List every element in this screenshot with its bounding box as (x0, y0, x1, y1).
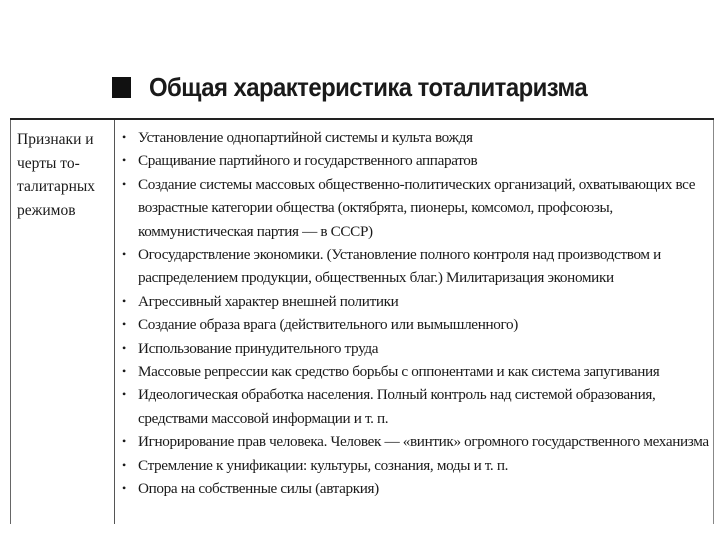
list-item (122, 383, 712, 430)
bullet-icon: • (122, 340, 126, 355)
table-left-border (10, 120, 11, 524)
bullet-icon: • (122, 176, 126, 191)
bullet-icon: • (122, 317, 126, 332)
list-item (122, 173, 712, 243)
list-item (122, 313, 712, 336)
list-item-text: Создание образа врага (действительного или вымышленного) (138, 316, 518, 334)
list-item (122, 430, 712, 453)
table-column-divider (114, 120, 115, 524)
list-item (122, 149, 712, 172)
page-title: Общая характеристика тоталитаризма (149, 72, 588, 102)
bullet-icon: • (122, 247, 126, 262)
list-item-text: Массовые репрессии как средство борьбы с оппонентами и как система запугивания (138, 363, 660, 381)
bullet-icon: • (122, 387, 126, 402)
bullet-icon: • (122, 293, 126, 308)
bullet-icon: • (122, 434, 126, 449)
features-list (122, 126, 712, 501)
list-item-text: Стремление к унификации: культуры, сознания, моды и т. п. (138, 456, 509, 474)
list-item-text: Сращивание партийного и государственного аппаратов (138, 152, 478, 170)
title-row (112, 72, 625, 103)
list-item (122, 243, 712, 290)
bullet-icon: • (122, 481, 126, 496)
bullet-icon: • (122, 364, 126, 379)
bullet-icon: • (122, 130, 126, 144)
list-item (122, 290, 712, 313)
characteristics-table (10, 118, 714, 524)
square-bullet-icon (112, 77, 131, 98)
list-item-text: Создание системы массовых общественно-политических организаций, охватывающих все возрастные категории общества (октябрята, пионеры, комсомол, профсоюзы, коммунистическая партия — в СССР) (138, 175, 696, 240)
list-item (122, 337, 712, 360)
list-item (122, 454, 712, 477)
list-item-text: Идеологическая обработка населения. Полный контроль над системой образования, средствами массовой информации и т. п. (138, 386, 656, 427)
list-item-text: Опора на собственные силы (автаркия) (138, 480, 379, 498)
list-item-text: Агрессивный характер внешней политики (138, 292, 399, 310)
list-item-text: Установление однопартийной системы и культа вождя (138, 129, 473, 146)
bullet-icon: • (122, 153, 126, 168)
list-item (122, 360, 712, 383)
row-header-text: Признаки и черты то-талитарных режимов (17, 131, 96, 219)
list-item (122, 477, 712, 500)
row-header (17, 128, 112, 222)
list-item (122, 126, 712, 149)
list-item-text: Игнорирование прав человека. Человек — «винтик» огромного государственного механизма (138, 433, 709, 451)
bullet-icon: • (122, 457, 126, 472)
table-right-border (713, 120, 714, 524)
list-item-text: Огосударствление экономики. (Установление полного контроля над производством и распределением продукции, общественных благ.) Милитаризация экономики (138, 246, 661, 287)
list-item-text: Использование принудительного труда (138, 339, 379, 357)
